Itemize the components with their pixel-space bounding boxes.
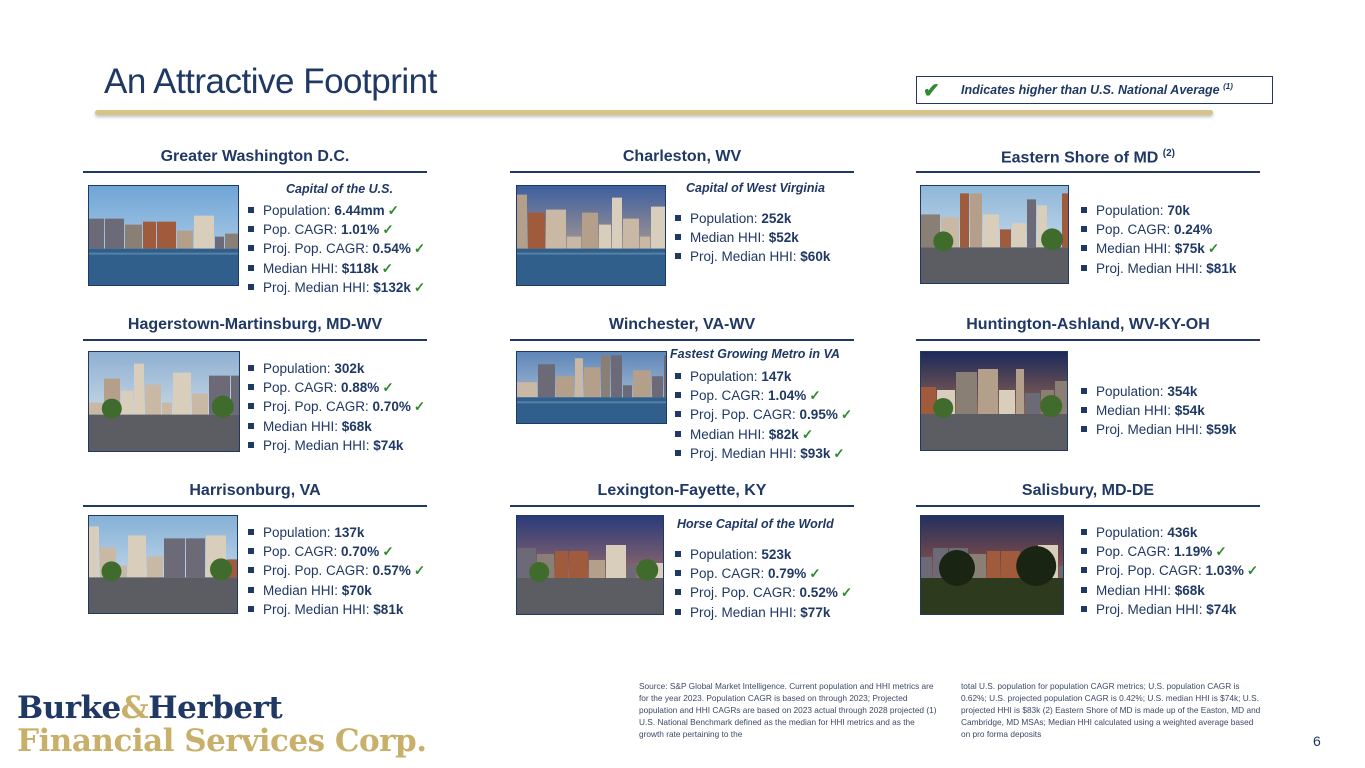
market-stats-list <box>1081 523 1258 619</box>
market-card <box>510 482 854 647</box>
stat-value: 1.01% <box>341 222 380 238</box>
stat-label: Population: <box>263 203 335 218</box>
square-bullet-icon <box>248 226 254 232</box>
stat-item <box>1081 220 1236 239</box>
stat-item <box>248 417 425 436</box>
market-title: Winchester, VA-WV <box>608 316 756 333</box>
check-icon: ✓ <box>413 563 426 579</box>
stat-label: Proj. Median HHI: <box>263 601 374 617</box>
check-icon: ✓ <box>413 399 426 415</box>
stat-item <box>248 561 425 580</box>
market-stats-list <box>1081 201 1236 278</box>
stat-item <box>248 359 425 378</box>
market-card <box>83 148 427 313</box>
stat-value: $52k <box>768 230 799 246</box>
stat-item <box>1081 600 1258 619</box>
stat-value: 0.79% <box>768 566 807 582</box>
stat-label: Proj. Median HHI: <box>263 437 374 453</box>
square-bullet-icon <box>248 207 254 213</box>
market-title-rule <box>83 171 427 173</box>
stat-value: $75k <box>1174 241 1205 257</box>
square-bullet-icon <box>1081 606 1087 612</box>
stat-label: Median HHI: <box>1096 582 1175 598</box>
stat-value: 6.44mm <box>334 203 385 218</box>
stat-value: 1.03% <box>1205 563 1244 579</box>
check-icon: ✓ <box>382 222 394 238</box>
stat-value: 0.70% <box>341 544 380 560</box>
stat-value: $59k <box>1206 422 1237 438</box>
square-bullet-icon <box>248 529 254 535</box>
stat-label: Proj. Median HHI: <box>1096 601 1207 617</box>
square-bullet-icon <box>248 442 254 448</box>
stat-value: 523k <box>761 547 792 562</box>
stat-item <box>248 542 425 561</box>
market-subtitle: Fastest Growing Metro in VA <box>670 347 840 361</box>
stat-item <box>248 378 425 397</box>
stat-value: 0.54% <box>372 241 411 257</box>
market-subtitle: Capital of West Virginia <box>686 181 825 195</box>
square-bullet-icon <box>248 245 254 251</box>
square-bullet-icon <box>1081 407 1087 413</box>
stat-label: Median HHI: <box>263 582 342 598</box>
market-title-rule <box>916 505 1260 507</box>
stat-value: $132k <box>373 279 411 295</box>
square-bullet-icon <box>1081 529 1087 535</box>
stat-item <box>675 209 830 228</box>
check-icon: ✓ <box>833 445 845 461</box>
stat-item <box>248 220 425 239</box>
square-bullet-icon <box>675 450 681 456</box>
stat-label: Median HHI: <box>263 418 342 434</box>
market-card <box>916 316 1260 481</box>
stat-item <box>675 444 852 463</box>
square-bullet-icon <box>248 384 254 390</box>
stat-label: Median HHI: <box>263 260 342 276</box>
square-bullet-icon <box>1081 587 1087 593</box>
stat-value: $60k <box>800 249 831 265</box>
market-title: Eastern Shore of MD $^{(2)}$ <box>1000 148 1176 167</box>
square-bullet-icon <box>675 431 681 437</box>
stat-label: Population: <box>1096 384 1168 399</box>
stat-item <box>1081 581 1258 600</box>
stat-label: Pop. CAGR: <box>690 388 769 404</box>
stat-label: Pop. CAGR: <box>263 380 342 396</box>
market-subtitle: Horse Capital of the World <box>677 517 834 531</box>
stat-item <box>675 247 830 266</box>
market-title-rule <box>510 339 854 341</box>
stat-label: Proj. Median HHI: <box>1096 260 1207 276</box>
source-note-right: total U.S. population for population CAGR metrics; U.S. population CAGR is 0.62%; U.S. projected population CAGR is 0.42%; U.S. median HHI is $74k; U.S. projected HHI is $83k (2) Eastern Shore of MD is made up of the Easton, MD and Cambridge, MD MSAs; Median HHI calculated using a weighted average based on pro forma deposits <box>961 681 1261 739</box>
stat-value: $74k <box>1206 601 1237 617</box>
market-stats-list <box>675 545 852 622</box>
stat-value: 252k <box>761 211 792 226</box>
title-underline <box>95 110 1213 115</box>
square-bullet-icon <box>675 392 681 398</box>
check-icon: ✓ <box>840 407 853 423</box>
square-bullet-icon <box>1081 265 1087 271</box>
stat-item <box>675 583 852 602</box>
check-icon: ✔ <box>923 79 940 102</box>
company-logo-line1: Burke&Herbert <box>17 690 283 726</box>
market-stats-list <box>248 201 425 297</box>
square-bullet-icon <box>248 403 254 409</box>
stat-item <box>248 397 425 416</box>
market-card <box>916 148 1260 313</box>
stat-label: Proj. Pop. CAGR: <box>1096 563 1206 579</box>
stat-item <box>675 425 852 444</box>
stat-label: Pop. CAGR: <box>263 544 342 560</box>
square-bullet-icon <box>1081 226 1087 232</box>
market-photo <box>920 515 1064 615</box>
market-photo <box>516 351 667 424</box>
stat-value: 0.52% <box>799 585 838 601</box>
stat-label: Median HHI: <box>690 230 769 246</box>
market-subtitle: Capital of the U.S. <box>286 182 393 196</box>
check-icon: ✓ <box>1246 563 1259 579</box>
stat-value: $81k <box>373 601 404 617</box>
market-photo <box>88 351 240 452</box>
square-bullet-icon <box>1081 388 1087 394</box>
market-card <box>510 316 854 481</box>
stat-label: Population: <box>1096 525 1168 540</box>
stat-value: $82k <box>768 426 799 442</box>
check-icon: ✓ <box>413 241 426 257</box>
square-bullet-icon <box>248 587 254 593</box>
check-icon: ✓ <box>840 585 853 601</box>
stat-label: Median HHI: <box>690 426 769 442</box>
market-photo <box>516 185 666 286</box>
page-title: An Attractive Footprint <box>104 62 437 101</box>
square-bullet-icon <box>675 589 681 595</box>
stat-label: Proj. Median HHI: <box>690 604 801 620</box>
market-stats-list <box>1081 382 1236 440</box>
square-bullet-icon <box>248 365 254 371</box>
stat-item <box>248 523 425 542</box>
check-icon: ✓ <box>382 544 394 560</box>
market-title-rule <box>916 171 1260 173</box>
square-bullet-icon <box>675 215 681 221</box>
stat-value: 70k <box>1167 203 1190 218</box>
square-bullet-icon <box>675 234 681 240</box>
stat-item <box>1081 259 1236 278</box>
stat-item <box>675 367 852 386</box>
square-bullet-icon <box>248 265 254 271</box>
square-bullet-icon <box>248 423 254 429</box>
legend-text: Indicates higher than U.S. National Average $^{(1)}$ <box>961 82 1233 98</box>
square-bullet-icon <box>675 570 681 576</box>
stat-item <box>675 545 852 564</box>
market-card <box>510 148 854 313</box>
market-card <box>916 482 1260 647</box>
market-title: Greater Washington D.C. <box>160 148 350 165</box>
market-photo <box>88 185 239 286</box>
market-photo <box>920 351 1068 451</box>
check-icon: ✓ <box>381 260 393 276</box>
market-photo <box>88 515 238 614</box>
stat-label: Proj. Pop. CAGR: <box>690 585 800 601</box>
square-bullet-icon <box>675 373 681 379</box>
square-bullet-icon <box>1081 567 1087 573</box>
check-icon: ✓ <box>801 426 814 442</box>
square-bullet-icon <box>1081 245 1087 251</box>
stat-value: 1.04% <box>768 388 807 404</box>
stat-item <box>1081 542 1258 561</box>
stat-label: Proj. Pop. CAGR: <box>263 399 373 415</box>
stat-value: $68k <box>341 418 372 434</box>
square-bullet-icon <box>248 567 254 573</box>
stat-label: Proj. Pop. CAGR: <box>690 407 800 423</box>
square-bullet-icon <box>1081 426 1087 432</box>
stat-label: Population: <box>263 525 335 540</box>
stat-label: Proj. Pop. CAGR: <box>263 241 373 257</box>
check-icon: ✓ <box>1207 241 1220 257</box>
market-card <box>83 316 427 481</box>
square-bullet-icon <box>675 411 681 417</box>
market-title: Charleston, WV <box>622 148 742 165</box>
check-icon: ✓ <box>382 380 394 396</box>
market-title: Huntington-Ashland, WV-KY-OH <box>966 316 1210 333</box>
stat-value: 0.70% <box>372 399 411 415</box>
square-bullet-icon <box>248 548 254 554</box>
stat-value: $74k <box>373 437 404 453</box>
stat-value: 137k <box>334 525 365 540</box>
market-photo <box>516 515 664 615</box>
page-number: 6 <box>1313 733 1321 749</box>
market-title-rule <box>916 339 1260 341</box>
stat-item <box>675 228 830 247</box>
square-bullet-icon <box>248 606 254 612</box>
market-title-rule <box>83 339 427 341</box>
square-bullet-icon <box>1081 207 1087 213</box>
stat-item <box>1081 523 1258 542</box>
stat-item <box>675 564 852 583</box>
market-stats-list <box>248 523 425 619</box>
square-bullet-icon <box>675 253 681 259</box>
stat-label: Population: <box>1096 203 1168 218</box>
square-bullet-icon <box>675 551 681 557</box>
stat-item <box>1081 239 1236 258</box>
stat-item <box>248 436 425 455</box>
stat-label: Proj. Median HHI: <box>690 249 801 265</box>
market-title: Hagerstown-Martinsburg, MD-WV <box>127 316 383 333</box>
market-photo <box>920 185 1069 284</box>
company-logo-line2: Financial Services Corp. <box>17 723 427 759</box>
market-title: Lexington-Fayette, KY <box>597 482 767 499</box>
stat-label: Pop. CAGR: <box>690 566 769 582</box>
stat-label: Proj. Median HHI: <box>690 445 801 461</box>
stat-value: 1.19% <box>1174 544 1213 560</box>
stat-value: $54k <box>1174 403 1205 419</box>
legend-box <box>916 76 1273 104</box>
stat-label: Population: <box>690 211 762 226</box>
stat-label: Pop. CAGR: <box>1096 222 1175 238</box>
stat-item <box>248 278 425 297</box>
stat-item <box>675 405 852 424</box>
square-bullet-icon <box>248 284 254 290</box>
market-title-rule <box>83 505 427 507</box>
stat-item <box>248 600 425 619</box>
market-stats-list <box>675 367 852 463</box>
stat-value: $77k <box>800 604 831 620</box>
check-icon: ✓ <box>809 566 821 582</box>
stat-item <box>248 259 425 278</box>
stat-value: 354k <box>1167 384 1198 399</box>
stat-label: Pop. CAGR: <box>1096 544 1175 560</box>
stat-item <box>1081 201 1236 220</box>
stat-label: Pop. CAGR: <box>263 222 342 238</box>
square-bullet-icon <box>1081 548 1087 554</box>
stat-item <box>1081 382 1236 401</box>
stat-value: 0.24% <box>1174 222 1213 238</box>
stat-value: 0.57% <box>372 563 411 579</box>
stat-label: Median HHI: <box>1096 241 1175 257</box>
stat-item <box>1081 420 1236 439</box>
stat-label: Proj. Median HHI: <box>1096 422 1207 438</box>
check-icon: ✓ <box>1215 544 1227 560</box>
stat-value: $70k <box>341 582 372 598</box>
market-stats-list <box>248 359 425 455</box>
stat-value: 302k <box>334 361 365 376</box>
stat-label: Population: <box>690 547 762 562</box>
stat-label: Proj. Pop. CAGR: <box>263 563 373 579</box>
check-icon: ✓ <box>809 388 821 404</box>
stat-label: Median HHI: <box>1096 403 1175 419</box>
market-title-rule <box>510 171 854 173</box>
source-note-left: Source: S&P Global Market Intelligence. Current population and HHI metrics are for the year 2023. Population CAGR is based on through 2023; Projected population and HHI CAGRs are based on 2023 actual through 2028 projected (1) U.S. National Benchmark defined as the median for HHI metrics and as the growth rate pertaining to the <box>639 681 937 739</box>
market-title-rule <box>510 505 854 507</box>
stat-item <box>248 201 425 220</box>
stat-item <box>675 603 852 622</box>
stat-value: 0.88% <box>341 380 380 396</box>
stat-value: $81k <box>1206 260 1237 276</box>
market-title: Salisbury, MD-DE <box>1021 482 1155 499</box>
stat-label: Population: <box>690 369 762 384</box>
stat-value: 147k <box>761 369 792 384</box>
stat-label: Population: <box>263 361 335 376</box>
stat-item <box>248 239 425 258</box>
stat-item <box>248 581 425 600</box>
square-bullet-icon <box>675 609 681 615</box>
check-icon: ✓ <box>413 279 426 295</box>
stat-value: $68k <box>1174 582 1205 598</box>
stat-value: $93k <box>800 445 831 461</box>
market-card <box>83 482 427 647</box>
stat-item <box>675 386 852 405</box>
stat-item <box>1081 561 1258 580</box>
stat-item <box>1081 401 1236 420</box>
stat-label: Proj. Median HHI: <box>263 279 374 295</box>
stat-value: 436k <box>1167 525 1198 540</box>
market-stats-list <box>675 209 830 267</box>
market-title: Harrisonburg, VA <box>189 482 321 499</box>
check-icon: ✓ <box>387 203 399 218</box>
stat-value: 0.95% <box>799 407 838 423</box>
stat-value: $118k <box>341 260 379 276</box>
